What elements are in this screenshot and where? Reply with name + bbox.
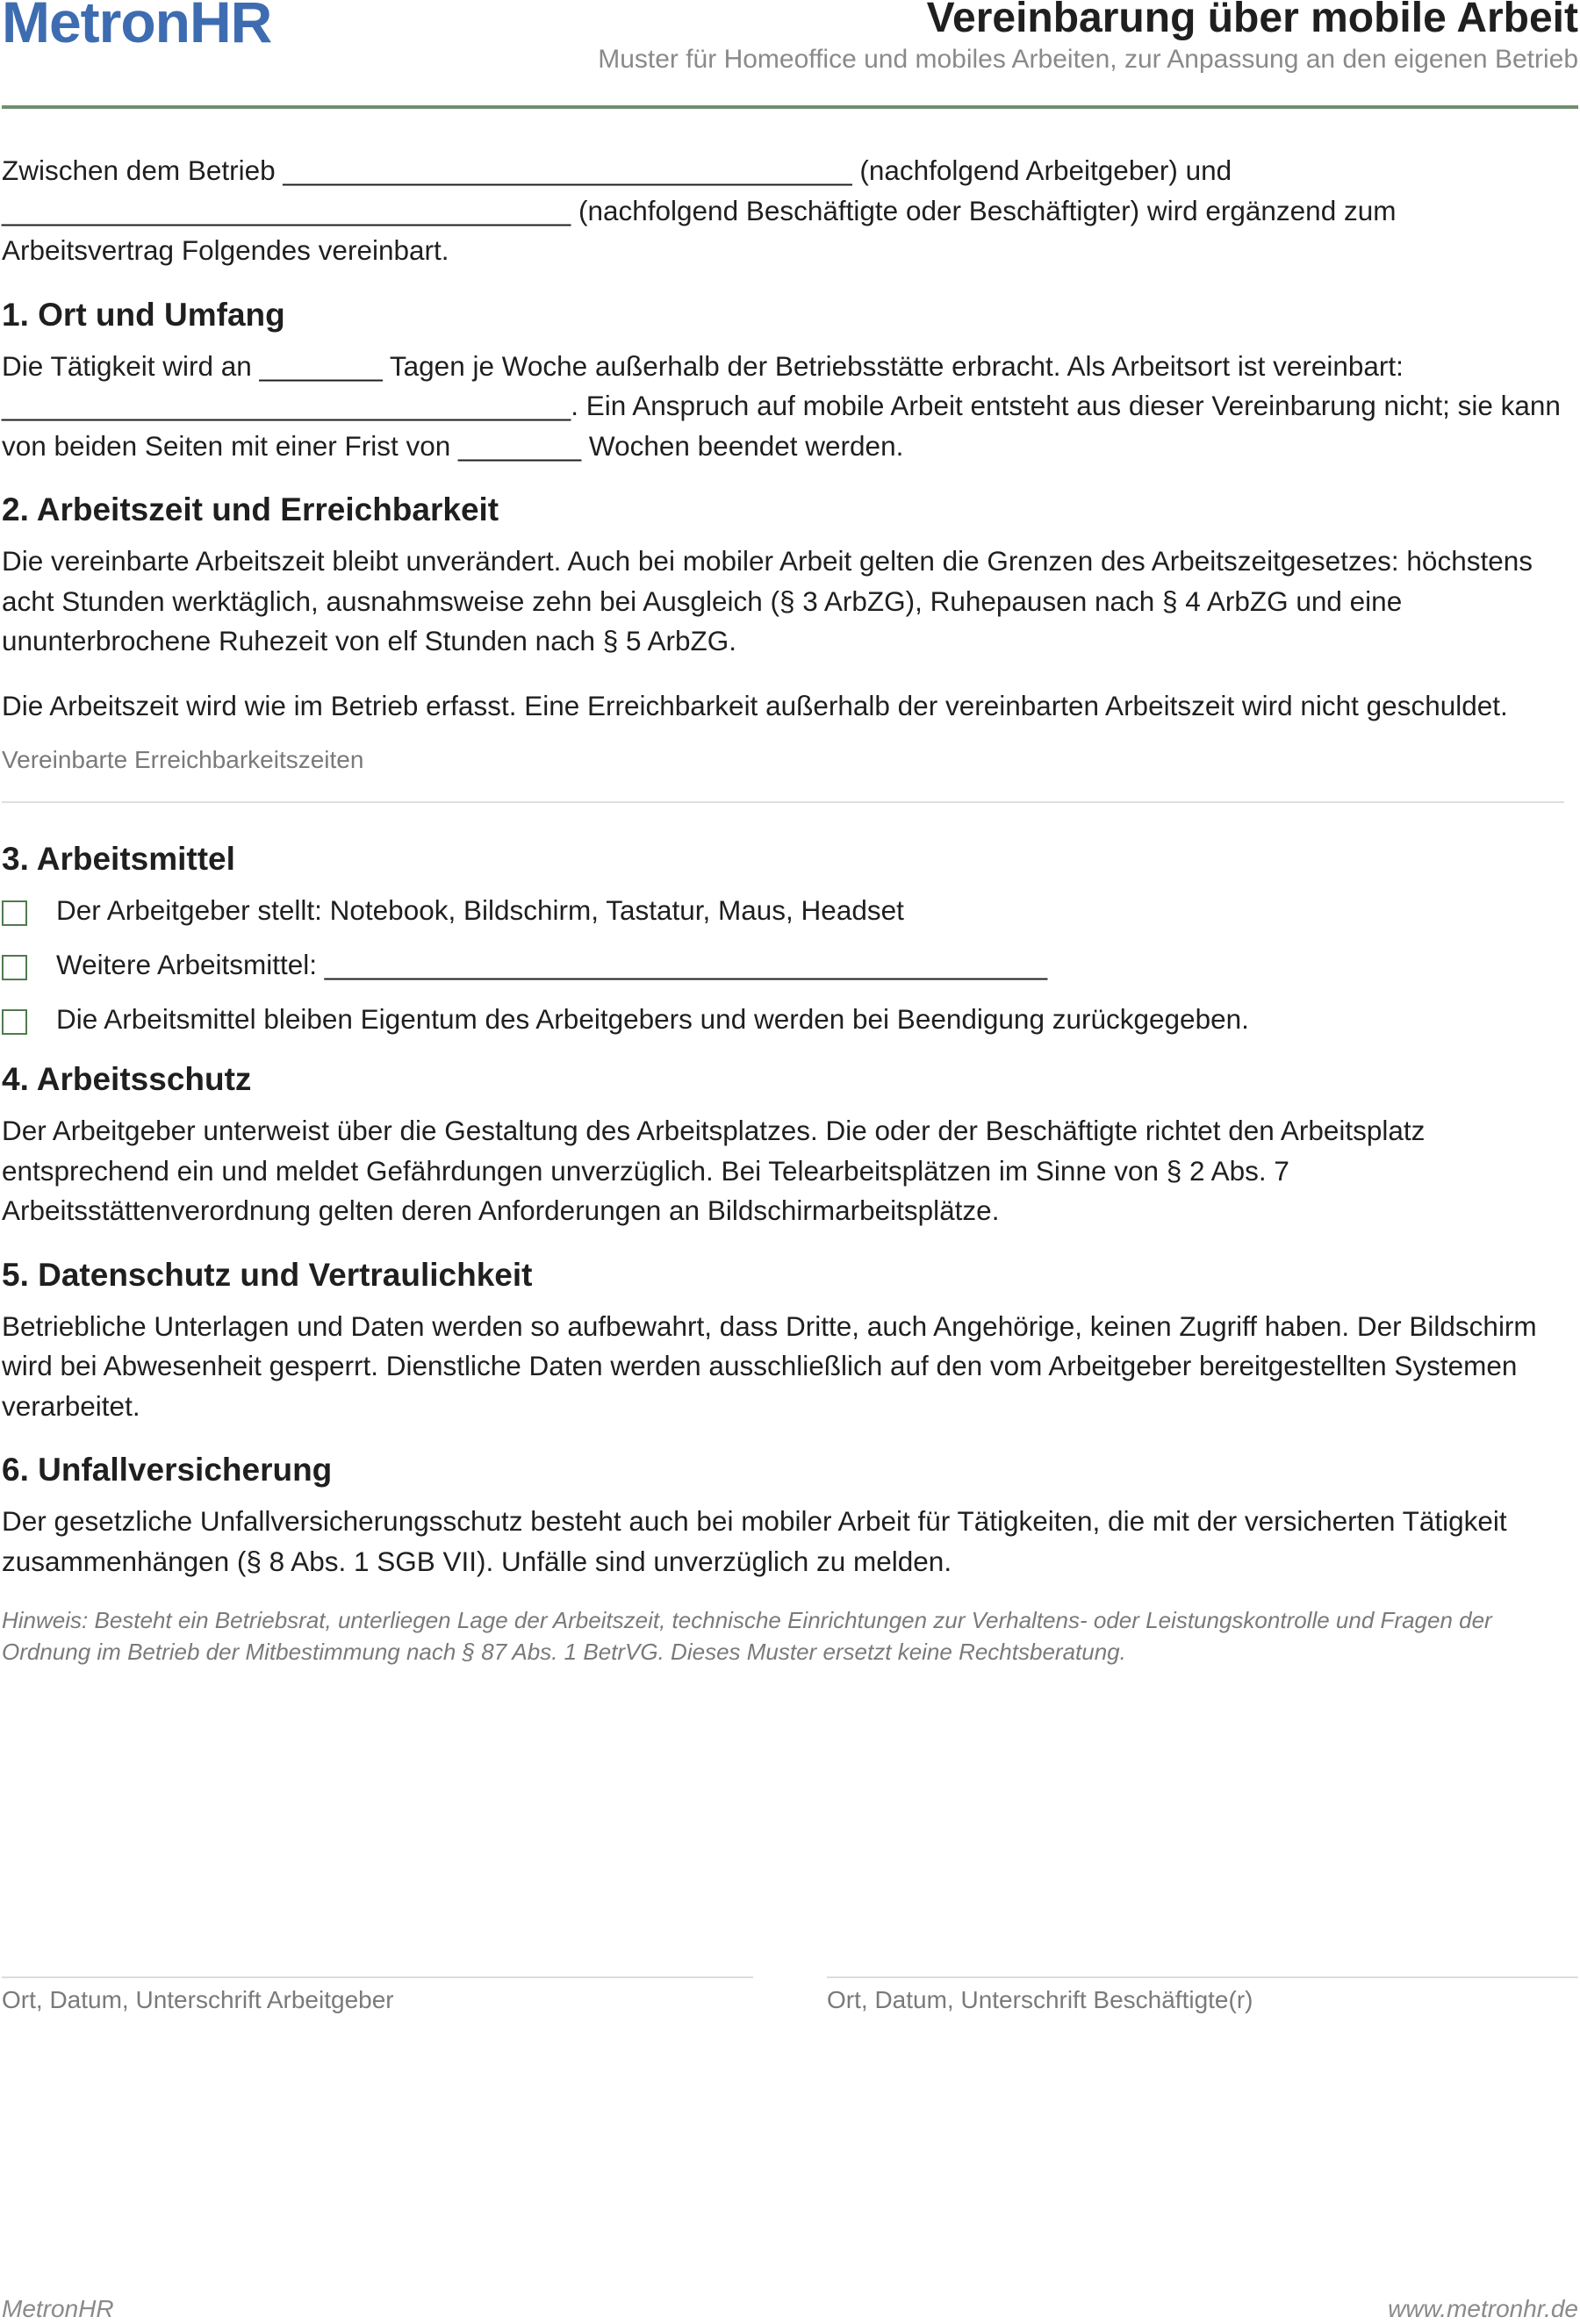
employee-signature-line[interactable] [827,1976,1578,2015]
work-location-blank[interactable]: _____________________________________ [2,390,571,421]
section-4-heading: 4. Arbeitsschutz [2,1061,252,1097]
employer-signature-label: Ort, Datum, Unterschrift Arbeitgeber [2,1986,394,2013]
section-2-paragraph-1: Die vereinbarte Arbeitszeit bleibt unverändert. Auch bei mobiler Arbeit gelten die Grenzen des Arbeitszeitgesetzes: höchstens acht Stunden werktäglich, ausnahmsweise zehn bei Ausgleich (§ 3 ArbZG), Ruhepausen nach § 4 ArbZG und eine ununterbrochene Ruhezeit von elf Stunden nach § 5 ArbZG. [2,545,1533,656]
availability-times-field[interactable]: Vereinbarte Erreichbarkeitszeiten [2,745,1564,803]
checklist-item-label: Die Arbeitsmittel bleiben Eigentum des Arbeitgebers und werden bei Beendigung zurückgegeben. [56,1003,1249,1035]
intro-text-3: (nachfolgend Beschäftigte oder Beschäftigter) wird ergänzend zum Arbeitsvertrag Folgendes vereinbart. [2,194,1397,266]
legal-note: Hinweis: Besteht ein Betriebsrat, unterliegen Lage der Arbeitszeit, technische Einrichtungen zur Verhaltens- oder Leistungskontrolle und Fragen der Ordnung im Betrieb der Mitbestimmung nach § 87 Abs. 1 BetrVG. Dieses Muster ersetzt keine Rechtsberatung. [2,1607,1492,1665]
equipment-checklist [2,891,1564,1039]
employee-signature-label: Ort, Datum, Unterschrift Beschäftigte(r) [827,1986,1253,2013]
checklist-item-label: Der Arbeitgeber stellt: Notebook, Bildschirm, Tastatur, Maus, Headset [56,894,904,926]
checkbox-other-equipment[interactable] [2,955,27,980]
section-3-heading: 3. Arbeitsmittel [2,841,235,877]
section-5-heading: 5. Datenschutz und Vertraulichkeit [2,1256,533,1293]
notice-weeks-blank[interactable]: ________ [458,429,582,462]
days-per-week-blank[interactable]: ________ [259,349,383,382]
s1-text-2: Tagen je Woche außerhalb der Betriebsstätte erbracht. Als Arbeitsort ist vereinbart: [382,349,1404,382]
checkbox-equipment-ownership[interactable] [2,1009,27,1035]
s1-text-3: . Ein Anspruch auf mobile Arbeit entsteht aus dieser Vereinbarung nicht; sie kann von beiden Seiten mit einer Frist von [2,390,1561,462]
employer-signature-line[interactable] [2,1976,753,2015]
checklist-item-label: Weitere Arbeitsmittel: [56,949,325,980]
checklist-item [2,891,1564,930]
intro-text-2: (nachfolgend Arbeitgeber) und [851,154,1232,186]
other-equipment-blank[interactable]: _______________________________________________ [324,949,1048,980]
footer-brand: MetronHR [2,2295,114,2322]
footer-website-link[interactable]: www.metronhr.de [1388,2295,1578,2322]
metronhr-logo: MetronHR [2,0,272,54]
section-6-paragraph: Der gesetzliche Unfallversicherungsschutz besteht auch bei mobiler Arbeit für Tätigkeiten, die mit der versicherten Tätigkeit zusammenhängen (§ 8 Abs. 1 SGB VII). Unfälle sind unverzüglich zu melden. [2,1505,1507,1577]
document-title: Vereinbarung über mobile Arbeit [926,0,1578,41]
section-1-paragraph [2,347,1564,467]
intro-paragraph [2,151,1564,271]
employer-name-blank[interactable]: _____________________________________ [283,154,852,186]
document-header [2,0,1578,109]
intro-text-1: Zwischen dem Betrieb [2,154,284,186]
section-4-paragraph: Der Arbeitgeber unterweist über die Gestaltung des Arbeitsplatzes. Die oder der Beschäftigte richtet den Arbeitsplatz entsprechend ein und meldet Gefährdungen unverzüglich. Bei Telearbeitsplätzen im Sinne von § 2 Abs. 7 Arbeitsstättenverordnung gelten deren Anforderungen an Bildschirmarbeitsplätze. [2,1115,1426,1226]
section-2-heading: 2. Arbeitszeit und Erreichbarkeit [2,491,499,527]
section-5-paragraph: Betriebliche Unterlagen und Daten werden so aufbewahrt, dass Dritte, auch Angehörige, keinen Zugriff haben. Der Bildschirm wird bei Abwesenheit gesperrt. Dienstliche Daten werden ausschließlich auf den vom Arbeitgeber bereitgestellten Systemen verarbeitet. [2,1309,1537,1422]
s1-text-1: Die Tätigkeit wird an [2,349,260,382]
s1-text-4: Wochen beendet werden. [581,429,904,462]
checklist-item [2,1000,1564,1039]
section-6-heading: 6. Unfallversicherung [2,1452,333,1488]
section-2-paragraph-2: Die Arbeitszeit wird wie im Betrieb erfasst. Eine Erreichbarkeit außerhalb der vereinbarten Arbeitszeit wird nicht geschuldet. [2,689,1508,721]
document-subtitle: Muster für Homeoffice und mobiles Arbeiten, zur Anpassung an den eigenen Betrieb [598,45,1578,74]
checklist-item [2,945,1564,985]
employee-name-blank[interactable]: _____________________________________ [2,194,571,226]
checkbox-provided-equipment[interactable] [2,900,27,926]
document-body [2,151,1564,1668]
section-1-heading: 1. Ort und Umfang [2,296,285,333]
